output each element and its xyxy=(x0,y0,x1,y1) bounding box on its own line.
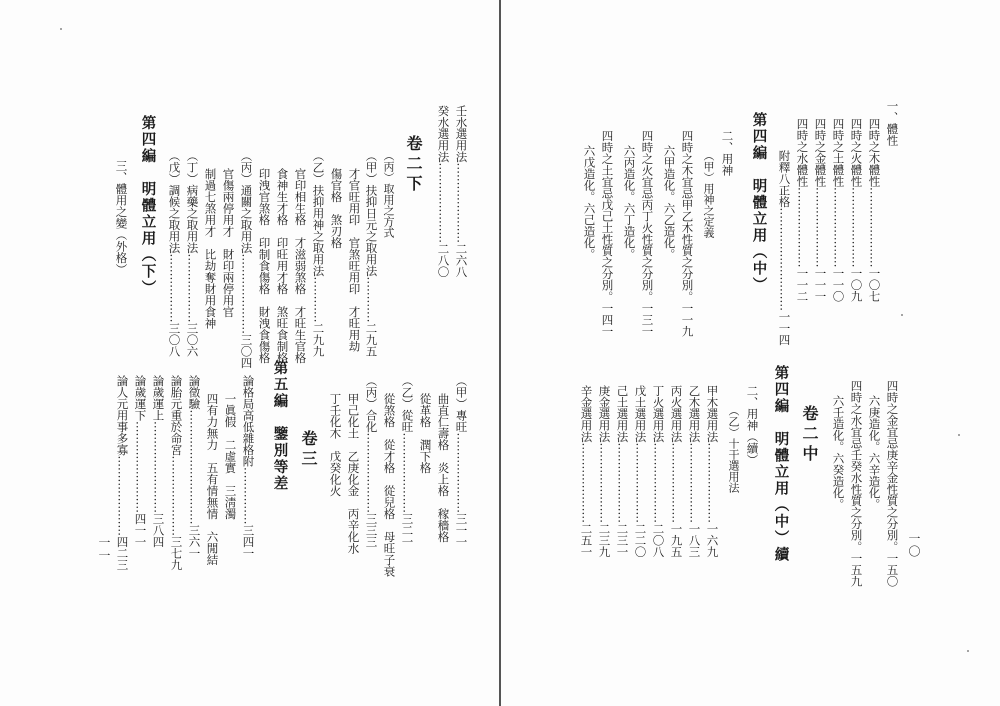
left-page-toc-entry: 第五編 鑒別等差 xyxy=(271,360,289,492)
right-page-toc-entry: 六丙造化。六丁造化。 xyxy=(622,145,637,260)
right-page-toc-entry: 六戊造化。六己造化。 xyxy=(582,145,597,260)
left-page-toc-entry: 制過七煞用才 比劫奪財用食神 xyxy=(203,168,218,329)
right-page-toc-entry: 四時之木宜忌甲乙木性質之分別。一一九 xyxy=(680,130,695,337)
left-page-toc-entry: 癸水選用法…………………二八〇 xyxy=(436,105,451,278)
right-page-toc-entry: 己土選用法…………………二三一 xyxy=(615,385,630,558)
right-page-toc-entry: 庚金選用法…………………二三九 xyxy=(597,385,612,558)
left-page-toc-entry: （甲）專旺…………………三一一 xyxy=(454,375,469,548)
right-page-toc-entry: 四時之金宜忌庚辛金性質之分別。一五〇 xyxy=(885,380,900,587)
left-page-toc-entry: 甲己化土 乙庚化金 丙辛化水 xyxy=(346,393,361,554)
right-page-toc-entry: 第四編 明體立用（中）續 xyxy=(772,365,790,563)
right-page-toc-entry: 四時之火宜忌丙丁火性質之分別。一三一 xyxy=(640,130,655,337)
paper-speck xyxy=(901,314,903,316)
right-page-toc-entry: 第四編 明體立用（中） xyxy=(750,112,768,294)
left-page-toc-entry: 一眞假 二虛實 三淸濁 xyxy=(223,393,238,520)
right-page-toc-entry: 六甲造化。六乙造化。 xyxy=(662,145,677,260)
right-page xyxy=(501,0,1000,706)
left-page-toc-entry: 食神生才格 印旺用才格 煞旺食制格 xyxy=(275,168,290,364)
right-page-toc-entry: 丁火選用法…………………二〇八 xyxy=(651,385,666,558)
right-page-toc-entry: 六壬造化。六癸造化。 xyxy=(831,395,846,510)
right-page-toc-entry: （甲）用神之定義 xyxy=(702,150,715,238)
right-page-toc-entry: 卷二中 xyxy=(800,405,819,465)
left-page-toc-entry: （甲）扶抑日元之取用法…………二九五 xyxy=(364,150,379,357)
left-page-toc-entry: 才官旺用印 官煞旺用印 才旺用劫 xyxy=(347,168,362,352)
left-page-toc-entry: 印洩官煞格 印制食傷格 財洩食傷格 xyxy=(257,168,272,364)
left-page-toc-entry: 第四編 明體立用（下） xyxy=(139,115,157,297)
left-page-toc-entry: 論歲運下……………………四一一 xyxy=(133,375,148,548)
right-page-toc-entry: 四時之水體性…………………一一二 xyxy=(795,118,810,302)
right-page-toc-entry: 甲木選用法…………………一六九 xyxy=(705,385,720,558)
paper-speck xyxy=(967,650,969,652)
left-page-toc-entry: 壬水選用法…………………二六八 xyxy=(454,105,469,278)
left-page-toc-entry: 卷二下 xyxy=(404,135,423,195)
left-page-toc-entry: （丁）病藥之取用法………………三〇六 xyxy=(185,150,200,357)
left-page-toc-entry: 論人元用事多寡…………………四二三 xyxy=(115,375,130,571)
right-page-toc-entry: 一、體性 xyxy=(885,100,900,146)
left-page-toc-entry: 論格局高低雜格附……………三四一 xyxy=(241,375,256,559)
left-page-toc-entry: 從革格 潤下格 xyxy=(418,393,433,474)
left-page-toc-entry: 卷三 xyxy=(299,430,318,470)
left-page-toc-entry: （丙）合化…………………三三三 xyxy=(364,375,379,548)
left-page-toc-entry: 論胎元重於命宮…………………三七九 xyxy=(169,375,184,571)
right-page-toc-entry: 附釋八正格………………………一一四 xyxy=(777,150,792,346)
right-page-toc-entry: 四時之木體性…………………一〇七 xyxy=(867,118,882,302)
right-page-toc-entry: 乙木選用法…………………一八三 xyxy=(687,385,702,558)
left-page-toc-entry: 三、體用之變（外格） xyxy=(114,160,129,275)
right-page-toc-entry: 四時之土宜忌戊己土性質之分別。一四一 xyxy=(600,130,615,337)
left-page-toc-entry: （丙）取用之方式 xyxy=(382,150,395,238)
right-page-toc-entry: 二、用神 xyxy=(720,130,735,176)
left-page-toc-entry: 官傷兩停用才 財印兩停用官 xyxy=(221,168,236,318)
left-page-toc-entry: 論徵驗…………………………三六一 xyxy=(187,375,202,559)
right-page-toc-entry: 戊土選用法…………………二二〇 xyxy=(633,385,648,558)
left-page-toc-entry: （乙）從旺…………………三二一 xyxy=(400,375,415,548)
right-page-toc-entry: 六庚造化。六辛造化。 xyxy=(867,395,882,510)
left-page-toc-entry: 從煞格 從才格 從兒格 母旺子衰 xyxy=(382,393,397,577)
left-page-toc-entry: 丁壬化木 戊癸化火 xyxy=(328,393,343,497)
right-page-toc-entry: 四時之土體性…………………一一〇 xyxy=(831,118,846,302)
left-page-toc-entry: 論歲運上……………………三八四 xyxy=(151,375,166,548)
left-page xyxy=(0,0,499,706)
left-page-toc-entry: 四有力無力 五有情無情 六閒結 xyxy=(205,393,220,566)
left-page-toc-entry: （乙）扶抑用神之取用法…………二九九 xyxy=(311,150,326,357)
right-page-toc-entry: 四時之火體性…………………一〇九 xyxy=(849,118,864,302)
right-page-toc-entry: 丙火選用法…………………一九五 xyxy=(669,385,684,558)
right-page-toc-entry: 四時之金體性…………………一一一 xyxy=(813,118,828,302)
right-page-toc-entry: 二、用神（續） xyxy=(745,385,760,466)
right-page-toc-entry: （乙）十干選用法 xyxy=(727,405,740,493)
right-page-toc-entry: 四時之水宜忌壬癸水性質之分別。一五九 xyxy=(849,380,864,587)
right-page-toc-entry: 辛金選用法…………………二五一 xyxy=(579,385,594,558)
paper-speck xyxy=(60,28,62,30)
left-page-toc-entry: （戊）調候之取用法………………三〇八 xyxy=(167,150,182,357)
left-page-toc-entry: 曲直仁壽格 炎上格 稼穡格 xyxy=(436,393,451,543)
right-page-number: 一〇 xyxy=(907,532,921,558)
left-page-toc-entry: （丙）通關之取用法…………………三〇四 xyxy=(239,150,254,369)
left-page-number: 一一 xyxy=(97,536,111,562)
paper-speck xyxy=(958,434,960,436)
left-page-toc-entry: 官印相生格 才滋弱煞格 才旺生官格 xyxy=(293,168,308,364)
left-page-toc-entry: 傷官格 煞刃格 xyxy=(329,168,344,249)
